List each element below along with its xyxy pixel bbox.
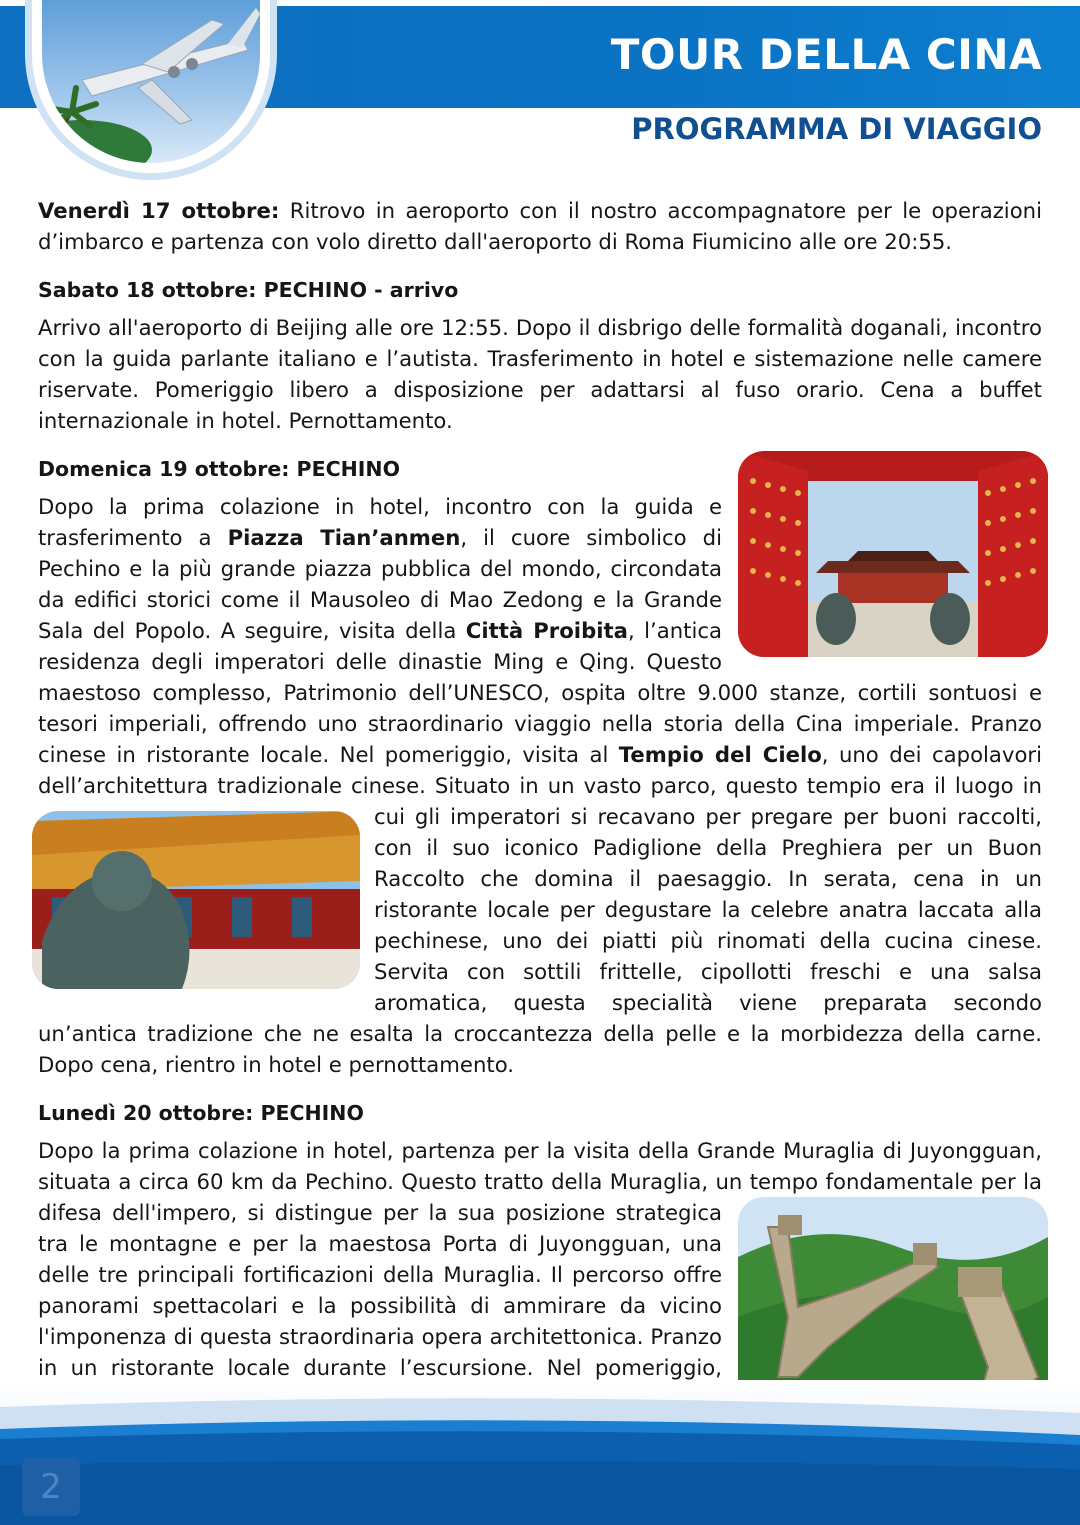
day-4-text-b: difesa dell'impero, si distingue per la sua posizione strategica tra le montagne e per la maestosa Porta di Juyongguan, una delle tre principali fortificazioni della Muraglia. Il percorso offre panorami spettacolari e la possibilità di ammirare da vicino l'imponenza di questa straordinaria opera architettonica. Pranzo in un ristorante locale durante l’escursione. Nel pomeriggio, bbox=[38, 1200, 722, 1380]
page-number: 2 bbox=[22, 1458, 80, 1516]
day-1-text: Ritrovo in aeroporto con il nostro accompagnatore per le operazioni d’imbarco e partenza con volo diretto dall'aeroporto di Roma Fiumicino alle ore 20:55. bbox=[38, 198, 1042, 254]
footer-wave bbox=[0, 1395, 1080, 1525]
day-3-text-4a: , uno dei capolavori dell’architettura tradizionale cinese. Situato in un vasto parco, questo tempio era il luogo in cui gli imperatori si recavano per pregare bbox=[38, 742, 1042, 829]
day-3-text-3: , l’antica residenza degli imperatori delle dinastie Ming e Qing. Questo maestoso complesso, Patrimonio dell’UNESCO, ospita oltre 9.000 stanze, cortili sontuosi e tesori imperiali, offrendo uno straordinario viaggio nella storia della Cina imperiale. Pranzo cinese in ristorante locale. Nel pomeriggio, visita al bbox=[38, 618, 1042, 767]
guardian-lion-palace-photo bbox=[32, 811, 360, 989]
tiananmen-highlight: Piazza Tian’anmen bbox=[227, 525, 461, 550]
itinerary-content bbox=[38, 195, 1042, 1445]
page-subtitle: PROGRAMMA DI VIAGGIO bbox=[631, 112, 1042, 146]
day-4-text-a: Dopo la prima colazione in hotel, partenza per la visita della Grande Muraglia di Juyongguan, situata a circa 60 km da Pechino. Questo tratto della Muraglia, un tempo fondamentale per la bbox=[38, 1138, 1042, 1194]
day-3-heading: Domenica 19 ottobre: PECHINO bbox=[38, 457, 401, 481]
logo-badge bbox=[25, 0, 277, 180]
great-wall-photo bbox=[738, 1197, 1048, 1403]
day-2-heading: Sabato 18 ottobre: PECHINO - arrivo bbox=[38, 278, 459, 302]
day-4-heading: Lunedì 20 ottobre: PECHINO bbox=[38, 1101, 364, 1125]
day-2-paragraph: Arrivo all'aeroporto di Beijing alle ore 12:55. Dopo il disbrigo delle formalità doganali, incontro con la guida parlante italiano e l’autista. Trasferimento in hotel e sistemazione nelle camere riservate. Pomeriggio libero a disposizione per adattarsi al fuso orario. Cena a buffet internazionale in hotel. Pernottamento. bbox=[38, 315, 1042, 433]
temple-of-heaven-highlight: Tempio del Cielo bbox=[618, 742, 822, 767]
forbidden-city-gate-photo bbox=[738, 451, 1048, 657]
page-title: TOUR DELLA CINA bbox=[610, 30, 1042, 79]
day-3-text-2: , il cuore simbolico di Pechino e la più grande piazza pubblica del mondo, circondata da edifici storici come il Mausoleo di Mao Zedong e la Grande Sala del Popolo. A seguire, visita della bbox=[38, 525, 722, 643]
day-3-text-1: Dopo la prima colazione in hotel, incontro con la guida e trasferimento a bbox=[38, 494, 722, 550]
forbidden-city-highlight: Città Proibita bbox=[465, 618, 628, 643]
day-1-heading: Venerdì 17 ottobre: bbox=[38, 198, 280, 223]
day-1-paragraph bbox=[38, 195, 1042, 257]
airplane-icon bbox=[42, 0, 260, 163]
day-3-text-4b: per buoni raccolti, con il suo iconico Padiglione della Preghiera per un Buon Raccolto che domina il paesaggio. In serata, cena in un ristorante locale per degustare la celebre anatra laccata alla pechinese, uno dei piatti più rinomati della cucina cinese. Servita con sottili frittelle, cipollotti freschi e una salsa aromatica, questa specialità viene preparata secondo un’antica tradizione che ne esalta la croccantezza della pelle e la morbidezza della carne. Dopo cena, rientro in hotel e pernottamento. bbox=[38, 804, 1042, 1077]
